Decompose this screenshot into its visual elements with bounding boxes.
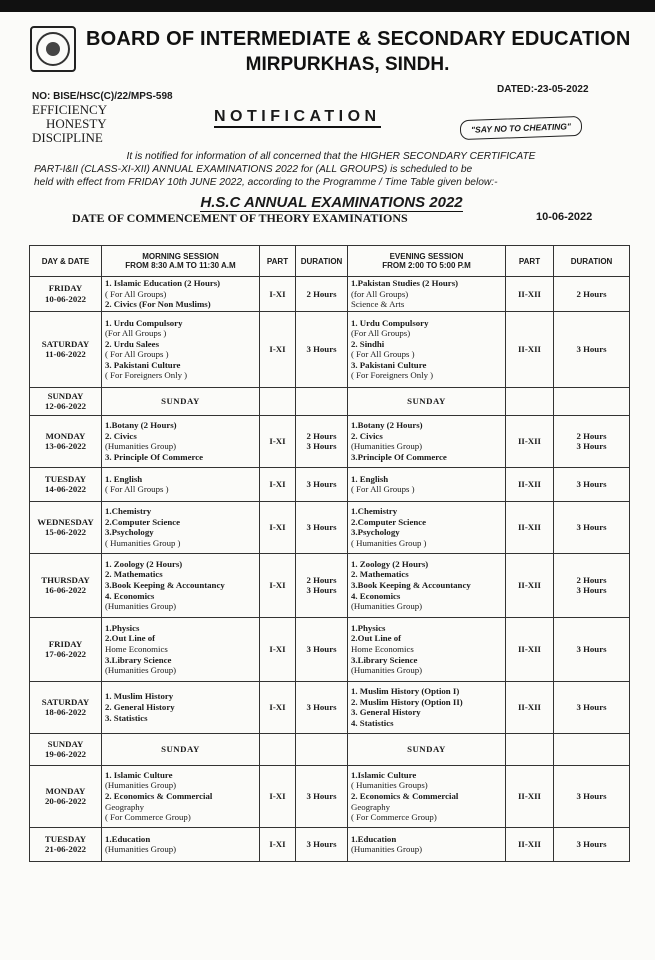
subject-line: 1.Chemistry xyxy=(105,506,152,517)
morning-duration xyxy=(296,765,348,827)
morning-subjects xyxy=(102,501,260,553)
subject-line: (Humanities Group) xyxy=(105,601,177,612)
subject-line: ( For All Groups ) xyxy=(105,349,169,360)
day-name: WEDNESDAY xyxy=(37,516,94,527)
subject-line: ( For Foreigners Only ) xyxy=(105,370,188,381)
sunday-morning: SUNDAY xyxy=(102,733,260,765)
evening-part: II-XII xyxy=(506,501,554,553)
day-date-cell xyxy=(30,311,102,387)
duration-text: 3 Hours xyxy=(306,790,337,801)
morning-part: I-XI xyxy=(260,467,296,501)
exam-date: 18-06-2022 xyxy=(44,707,87,718)
table-row xyxy=(30,827,630,861)
subject-line: 1. English xyxy=(105,473,143,484)
evening-part: II-XII xyxy=(506,277,554,312)
duration-text: 3 Hours xyxy=(576,838,607,849)
duration-text: 3 Hours xyxy=(576,790,607,801)
morning-part: I-XI xyxy=(260,765,296,827)
subject-line: (Humanities Group) xyxy=(105,844,177,855)
subject-line: (for All Groups) xyxy=(351,288,409,299)
subject-line: 2. Mathematics xyxy=(105,569,163,580)
subject-line: 3.Library Science xyxy=(351,654,418,665)
evening-subjects xyxy=(348,827,506,861)
morning-subjects xyxy=(102,277,260,312)
subject-line: 3. Principle Of Commerce xyxy=(105,451,204,462)
subject-line: 4. Economics xyxy=(351,590,401,601)
morning-subjects xyxy=(102,617,260,681)
subject-line: 2. Mathematics xyxy=(351,569,409,580)
subject-line: 2.Computer Science xyxy=(105,516,181,527)
subject-line: (Humanities Group) xyxy=(351,441,423,452)
day-date-cell xyxy=(30,387,102,415)
subject-line: 3.Library Science xyxy=(105,654,172,665)
subject-line: 3.Psychology xyxy=(351,527,400,538)
header-duration: DURATION xyxy=(554,246,630,277)
subject-line: 2. Sindhi xyxy=(351,338,385,349)
empty-cell xyxy=(260,387,296,415)
evening-subjects xyxy=(348,617,506,681)
subject-line: 1. Urdu Compulsory xyxy=(105,317,183,328)
exam-date: 19-06-2022 xyxy=(44,749,87,760)
empty-cell xyxy=(506,733,554,765)
subject-line: 2. Civics xyxy=(105,430,137,441)
say-no-to-cheating-stamp: "SAY NO TO CHEATING" xyxy=(460,116,583,140)
exam-date: 16-06-2022 xyxy=(44,585,87,596)
subject-line: 1. Islamic Education (2 Hours) xyxy=(105,278,221,288)
header-day-date: DAY & DATE xyxy=(30,246,102,277)
subject-line: 3. Statistics xyxy=(105,712,148,723)
table-row xyxy=(30,387,630,415)
subject-line: Geography xyxy=(351,801,391,812)
commencement-label: DATE OF COMMENCEMENT OF THEORY EXAMINATIONS xyxy=(72,211,408,225)
sunday-evening: SUNDAY xyxy=(348,733,506,765)
evening-subjects xyxy=(348,311,506,387)
day-name: SATURDAY xyxy=(41,696,90,707)
empty-cell xyxy=(296,387,348,415)
timetable-header-row xyxy=(30,246,630,277)
subject-line: 1.Botany (2 Hours) xyxy=(351,420,423,431)
subject-line: ( For Commerce Group) xyxy=(105,812,191,823)
table-row xyxy=(30,467,630,501)
motto-line: DISCIPLINE xyxy=(32,130,103,145)
header-part: PART xyxy=(260,246,296,277)
evening-duration xyxy=(554,311,630,387)
evening-duration xyxy=(554,553,630,617)
morning-part: I-XI xyxy=(260,617,296,681)
day-name: SATURDAY xyxy=(41,338,90,349)
evening-subjects xyxy=(348,277,506,312)
morning-part: I-XI xyxy=(260,311,296,387)
day-date-cell xyxy=(30,467,102,501)
sunday-morning: SUNDAY xyxy=(102,387,260,415)
day-date-cell xyxy=(30,681,102,733)
intro-paragraph xyxy=(34,150,628,189)
subject-line: 1. Muslim History (Option I) xyxy=(351,686,460,697)
exam-date: 10-06-2022 xyxy=(44,293,87,304)
day-name: MONDAY xyxy=(45,430,86,441)
subject-line: 3.Psychology xyxy=(105,527,154,538)
subject-line: 2. Civics xyxy=(351,430,383,441)
subject-line: 1. Islamic Culture xyxy=(105,769,173,780)
evening-duration xyxy=(554,827,630,861)
morning-duration xyxy=(296,827,348,861)
header-evening-session: EVENING SESSION FROM 2:00 TO 5:00 P.M xyxy=(348,246,506,277)
exam-date: 12-06-2022 xyxy=(44,401,87,412)
morning-duration xyxy=(296,467,348,501)
motto-line: EFFICIENCY xyxy=(32,102,108,117)
empty-cell xyxy=(554,733,630,765)
subject-line: Science & Arts xyxy=(351,299,405,310)
day-date-cell xyxy=(30,827,102,861)
table-row xyxy=(30,415,630,467)
day-date-cell xyxy=(30,733,102,765)
evening-part: II-XII xyxy=(506,765,554,827)
subject-line: 1.Education xyxy=(351,833,397,844)
exam-date: 20-06-2022 xyxy=(44,796,87,807)
evening-part: II-XII xyxy=(506,415,554,467)
duration-text: 3 Hours xyxy=(306,521,337,532)
evening-duration xyxy=(554,681,630,733)
day-name: MONDAY xyxy=(45,785,86,796)
evening-subjects xyxy=(348,501,506,553)
top-border xyxy=(0,0,655,12)
subject-line: 4. Statistics xyxy=(351,717,394,728)
subject-line: 2. Economics & Commercial xyxy=(105,790,213,801)
subject-line: Home Economics xyxy=(105,643,168,654)
day-name: FRIDAY xyxy=(48,638,83,649)
table-row xyxy=(30,765,630,827)
exam-title xyxy=(0,194,655,211)
day-name: FRIDAY xyxy=(48,283,83,294)
subject-line: (Humanities Group) xyxy=(351,665,423,676)
morning-part: I-XI xyxy=(260,277,296,312)
table-row xyxy=(30,501,630,553)
duration-text: 3 Hours xyxy=(306,643,337,654)
subject-line: (Humanities Group) xyxy=(105,780,177,791)
morning-duration xyxy=(296,681,348,733)
subject-line: 1. English xyxy=(351,473,389,484)
duration-text: 3 Hours xyxy=(576,521,607,532)
duration-text: 2 Hours xyxy=(306,288,337,299)
duration-text: 3 Hours xyxy=(306,441,337,452)
subject-line: 2. Economics & Commercial xyxy=(351,790,459,801)
subject-line: (Humanities Group) xyxy=(351,844,423,855)
subject-line: 1. Zoology (2 Hours) xyxy=(351,558,429,569)
board-motto xyxy=(32,103,107,145)
duration-text: 2 Hours xyxy=(576,430,607,441)
subject-line: ( For Foreigners Only ) xyxy=(351,370,434,381)
morning-part: I-XI xyxy=(260,553,296,617)
intro-line: PART-I&II (CLASS-XI-XII) ANNUAL EXAMINATIONS 2022 for (ALL GROUPS) is scheduled to be xyxy=(34,164,473,175)
commencement-date: 10-06-2022 xyxy=(536,211,593,223)
subject-line: 2.Computer Science xyxy=(351,516,427,527)
evening-part: II-XII xyxy=(506,617,554,681)
intro-line: held with effect from FRIDAY 10th JUNE 2022, according to the Programme / Time Table given below:- xyxy=(34,177,498,188)
duration-text: 3 Hours xyxy=(306,701,337,712)
subject-line: 2. Muslim History (Option II) xyxy=(351,696,463,707)
duration-text: 3 Hours xyxy=(306,478,337,489)
day-name: SUNDAY xyxy=(47,738,84,749)
notification-date: DATED:-23-05-2022 xyxy=(497,84,589,95)
subject-line: Geography xyxy=(105,801,145,812)
subject-line: 1. Zoology (2 Hours) xyxy=(105,558,183,569)
motto-line: HONESTY xyxy=(46,116,107,131)
subject-line: 3. Pakistani Culture xyxy=(105,359,181,370)
table-row xyxy=(30,553,630,617)
subject-line: (Humanities Group) xyxy=(351,601,423,612)
duration-text: 3 Hours xyxy=(576,585,607,596)
day-date-cell xyxy=(30,501,102,553)
morning-subjects xyxy=(102,681,260,733)
duration-text: 2 Hours xyxy=(576,288,607,299)
day-date-cell xyxy=(30,553,102,617)
duration-text: 3 Hours xyxy=(576,701,607,712)
subject-line: 3. General History xyxy=(351,707,421,718)
morning-duration xyxy=(296,415,348,467)
subject-line: ( For All Groups ) xyxy=(351,349,415,360)
day-date-cell xyxy=(30,617,102,681)
day-name: TUESDAY xyxy=(44,833,87,844)
subject-line: 3.Principle Of Commerce xyxy=(351,451,447,462)
subject-line: 3.Book Keeping & Accountancy xyxy=(105,579,225,590)
subject-line: 2.Out Line of xyxy=(105,633,156,644)
evening-duration xyxy=(554,617,630,681)
header-morning-session: MORNING SESSION FROM 8:30 A.M TO 11:30 A.M xyxy=(102,246,260,277)
evening-subjects xyxy=(348,765,506,827)
evening-subjects xyxy=(348,415,506,467)
exam-date: 11-06-2022 xyxy=(45,349,86,360)
morning-part: I-XI xyxy=(260,501,296,553)
subject-line: ( For All Groups) xyxy=(105,288,167,299)
intro-line: It is notified for information of all concerned that the HIGHER SECONDARY CERTIFICATE xyxy=(126,151,536,162)
subject-line: ( For Commerce Group) xyxy=(351,812,437,823)
subject-line: 2. Urdu Salees xyxy=(105,338,160,349)
evening-part: II-XII xyxy=(506,827,554,861)
table-row xyxy=(30,311,630,387)
morning-subjects xyxy=(102,311,260,387)
duration-text: 3 Hours xyxy=(306,343,337,354)
subject-line: ( For All Groups ) xyxy=(105,484,169,495)
subject-line: 2. General History xyxy=(105,701,175,712)
duration-text: 3 Hours xyxy=(576,441,607,452)
duration-text: 3 Hours xyxy=(576,343,607,354)
exam-date: 21-06-2022 xyxy=(44,844,87,855)
evening-part: II-XII xyxy=(506,311,554,387)
duration-text: 3 Hours xyxy=(306,838,337,849)
day-date-cell xyxy=(30,415,102,467)
duration-text: 2 Hours xyxy=(306,430,337,441)
empty-cell xyxy=(260,733,296,765)
subject-line: ( Humanities Group ) xyxy=(105,537,181,548)
evening-part: II-XII xyxy=(506,467,554,501)
header-part: PART xyxy=(506,246,554,277)
morning-duration xyxy=(296,553,348,617)
morning-subjects xyxy=(102,553,260,617)
exam-title-text: H.S.C ANNUAL EXAMINATIONS 2022 xyxy=(200,194,463,211)
duration-text: 3 Hours xyxy=(576,478,607,489)
duration-text: 2 Hours xyxy=(576,574,607,585)
subject-line: (For All Groups ) xyxy=(105,328,167,339)
board-title: BOARD OF INTERMEDIATE & SECONDARY EDUCATION xyxy=(86,28,631,50)
day-name: THURSDAY xyxy=(41,574,90,585)
evening-subjects xyxy=(348,681,506,733)
exam-date: 15-06-2022 xyxy=(44,527,87,538)
morning-duration xyxy=(296,311,348,387)
exam-date: 17-06-2022 xyxy=(44,649,87,660)
evening-duration xyxy=(554,501,630,553)
evening-duration xyxy=(554,467,630,501)
timetable xyxy=(29,245,630,862)
morning-subjects xyxy=(102,765,260,827)
sunday-evening: SUNDAY xyxy=(348,387,506,415)
day-name: TUESDAY xyxy=(44,473,87,484)
morning-duration xyxy=(296,277,348,312)
subject-line: 1.Pakistan Studies (2 Hours) xyxy=(351,278,459,288)
morning-duration xyxy=(296,501,348,553)
subject-line: 2. Civics (For Non Muslims) xyxy=(105,299,211,310)
subject-line: 1.Botany (2 Hours) xyxy=(105,420,177,431)
subject-line: ( For All Groups ) xyxy=(351,484,415,495)
evening-duration xyxy=(554,277,630,312)
subject-line: 1.Islamic Culture xyxy=(351,769,417,780)
subject-line: 1.Education xyxy=(105,833,151,844)
exam-date: 13-06-2022 xyxy=(44,441,87,452)
subject-line: 1.Chemistry xyxy=(351,506,398,517)
morning-part: I-XI xyxy=(260,827,296,861)
day-name: SUNDAY xyxy=(47,390,84,401)
evening-part: II-XII xyxy=(506,681,554,733)
duration-text: 2 Hours xyxy=(306,574,337,585)
evening-part: II-XII xyxy=(506,553,554,617)
exam-date: 14-06-2022 xyxy=(44,484,87,495)
subject-line: 1.Physics xyxy=(105,622,140,633)
evening-duration xyxy=(554,415,630,467)
evening-subjects xyxy=(348,467,506,501)
evening-subjects xyxy=(348,553,506,617)
morning-subjects xyxy=(102,415,260,467)
subject-line: 1.Physics xyxy=(351,622,386,633)
evening-duration xyxy=(554,765,630,827)
subject-line: 1. Muslim History xyxy=(105,691,174,702)
table-row xyxy=(30,277,630,312)
table-row xyxy=(30,733,630,765)
subject-line: 1. Urdu Compulsory xyxy=(351,317,429,328)
subject-line: (Humanities Group) xyxy=(105,441,177,452)
table-row xyxy=(30,617,630,681)
duration-text: 3 Hours xyxy=(306,585,337,596)
day-date-cell xyxy=(30,277,102,312)
header-duration: DURATION xyxy=(296,246,348,277)
morning-part: I-XI xyxy=(260,415,296,467)
subject-line: ( Humanities Group ) xyxy=(351,537,427,548)
morning-part: I-XI xyxy=(260,681,296,733)
table-row xyxy=(30,681,630,733)
empty-cell xyxy=(554,387,630,415)
subject-line: Home Economics xyxy=(351,643,414,654)
duration-text: 3 Hours xyxy=(576,643,607,654)
morning-subjects xyxy=(102,827,260,861)
empty-cell xyxy=(506,387,554,415)
board-city: MIRPURKHAS, SINDH. xyxy=(245,54,450,75)
morning-subjects xyxy=(102,467,260,501)
subject-line: 4. Economics xyxy=(105,590,155,601)
subject-line: 3.Book Keeping & Accountancy xyxy=(351,579,471,590)
subject-line: 2.Out Line of xyxy=(351,633,402,644)
reference-number: NO: BISE/HSC(C)/22/MPS-598 xyxy=(32,91,173,102)
subject-line: (Humanities Group) xyxy=(105,665,177,676)
notification-heading: NOTIFICATION xyxy=(214,108,381,128)
subject-line: (For All Groups) xyxy=(351,328,411,339)
day-date-cell xyxy=(30,765,102,827)
empty-cell xyxy=(296,733,348,765)
subject-line: 3. Pakistani Culture xyxy=(351,359,427,370)
morning-duration xyxy=(296,617,348,681)
subject-line: ( Humanities Groups) xyxy=(351,780,428,791)
